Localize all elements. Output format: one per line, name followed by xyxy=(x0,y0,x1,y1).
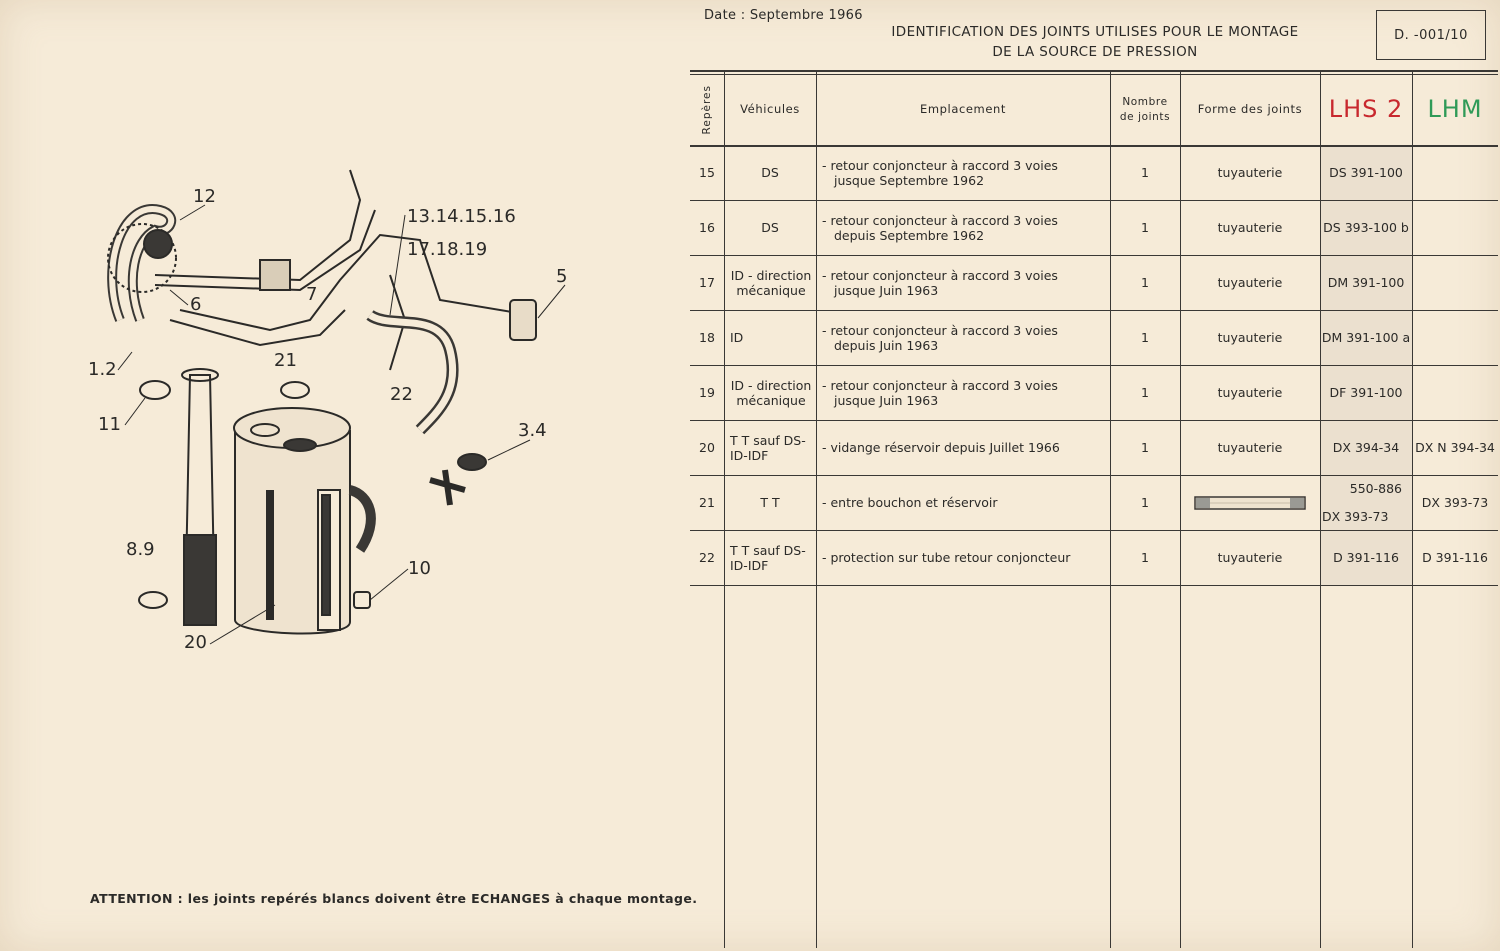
row-emplacement: - retour conjoncteur à raccord 3 voies depuis Septembre 1962 xyxy=(822,212,1058,243)
row-nombre: 1 xyxy=(1141,385,1149,400)
ring-8-9 xyxy=(139,592,167,608)
col-nombre-header: Nombre de joints xyxy=(1119,95,1171,123)
row-forme: tuyauterie xyxy=(1217,275,1283,290)
col-reperes-header: Repères xyxy=(700,84,713,135)
callout-5: 5 xyxy=(556,266,568,287)
row-nombre: 1 xyxy=(1141,275,1149,290)
row-repere: 19 xyxy=(699,385,715,400)
callout-11: 11 xyxy=(98,414,121,435)
row-lhm xyxy=(1412,310,1498,365)
col-vehicules-header: Véhicules xyxy=(740,102,800,116)
row-lhs2: DX 394-34 xyxy=(1332,440,1400,455)
callout-12: 12 xyxy=(193,186,216,207)
attention-note: ATTENTION : les joints repérés blancs doivent être ECHANGES à chaque montage. xyxy=(90,891,698,906)
callout-3-4: 3.4 xyxy=(518,420,547,441)
col-lhs2-header: LHS 2 xyxy=(1328,95,1404,123)
row-forme: tuyauterie xyxy=(1217,220,1283,235)
row-lhs2: D 391-116 xyxy=(1333,550,1399,565)
row-vehicule: T T xyxy=(760,495,780,510)
document-title xyxy=(860,22,1330,62)
callout-7: 7 xyxy=(306,284,318,305)
row-lhm xyxy=(1412,255,1498,310)
row-forme: tuyauterie xyxy=(1217,330,1283,345)
row-repere: 16 xyxy=(699,220,715,235)
row-forme: tuyauterie xyxy=(1217,165,1283,180)
row-lhm: D 391-116 xyxy=(1422,550,1488,565)
ring-11 xyxy=(140,381,170,399)
row-repere: 15 xyxy=(699,165,715,180)
row-vehicule: ID - direction mécanique xyxy=(730,377,812,408)
accumulator xyxy=(510,300,536,340)
row-emplacement: - retour conjoncteur à raccord 3 voies depuis Juin 1963 xyxy=(822,322,1058,353)
row-vehicule: ID - direction mécanique xyxy=(730,267,812,298)
row-forme: tuyauterie xyxy=(1217,440,1283,455)
ring-21 xyxy=(281,382,309,398)
row-forme xyxy=(1180,475,1320,530)
row-lhs2: DM 391-100 xyxy=(1327,275,1405,290)
row-lhs2: DS 391-100 xyxy=(1329,165,1403,180)
row-repere: 21 xyxy=(699,495,715,510)
joint-seal-icon xyxy=(1194,495,1306,511)
row-forme: tuyauterie xyxy=(1217,550,1283,565)
callout-6: 6 xyxy=(190,294,202,315)
callout-17-19: 17.18.19 xyxy=(407,239,488,260)
row-vehicule: DS xyxy=(761,165,779,180)
title-line-1: IDENTIFICATION DES JOINTS UTILISES POUR LE MONTAGE xyxy=(891,24,1299,40)
callout-21: 21 xyxy=(274,350,297,371)
row-emplacement: - retour conjoncteur à raccord 3 voies jusque Juin 1963 xyxy=(822,377,1058,408)
callout-13-16: 13.14.15.16 xyxy=(407,206,516,227)
callout-1-2: 1.2 xyxy=(88,359,117,380)
row-lhm xyxy=(1412,200,1498,255)
row-nombre: 1 xyxy=(1141,550,1149,565)
row-repere: 20 xyxy=(699,440,715,455)
row-emplacement: - protection sur tube retour conjoncteur xyxy=(822,550,1071,565)
row-nombre: 1 xyxy=(1141,495,1149,510)
pressure-source-diagram xyxy=(60,160,620,660)
col-emplacement-header: Emplacement xyxy=(919,102,1007,116)
filter-mesh xyxy=(184,535,216,625)
row-nombre: 1 xyxy=(1141,330,1149,345)
row-vehicule: ID xyxy=(730,330,744,345)
row-nombre: 1 xyxy=(1141,440,1149,455)
row-vehicule: T T sauf DS-ID-IDF xyxy=(730,432,806,463)
row-lhs2: DS 393-100 b xyxy=(1323,220,1409,235)
row-nombre: 1 xyxy=(1141,165,1149,180)
row-lhs2: DF 391-100 xyxy=(1329,385,1403,400)
callout-8-9: 8.9 xyxy=(126,539,155,560)
callout-10: 10 xyxy=(408,558,431,579)
row-repere: 18 xyxy=(699,330,715,345)
row-lhm xyxy=(1412,365,1498,420)
row-repere: 17 xyxy=(699,275,715,290)
row-lhm: DX 393-73 xyxy=(1421,495,1489,510)
document-reference: D. -001/10 xyxy=(1376,10,1486,60)
hose-loop xyxy=(112,209,171,320)
row-repere: 22 xyxy=(699,550,715,565)
document-date: Date : Septembre 1966 xyxy=(704,8,863,23)
row-lhs2: 550-886 DX 393-73 xyxy=(1322,481,1402,524)
row-emplacement: - retour conjoncteur à raccord 3 voies jusque Juin 1963 xyxy=(822,267,1058,298)
joints-table xyxy=(690,70,1498,948)
row-emplacement: - retour conjoncteur à raccord 3 voies jusque Septembre 1962 xyxy=(822,157,1058,188)
row-lhs2: DM 391-100 a xyxy=(1321,330,1411,345)
row-vehicule: T T sauf DS-ID-IDF xyxy=(730,542,806,573)
row-emplacement: - entre bouchon et réservoir xyxy=(822,495,998,510)
row-vehicule: DS xyxy=(761,220,779,235)
row-lhm xyxy=(1412,145,1498,200)
col-forme-header: Forme des joints xyxy=(1197,102,1303,116)
row-nombre: 1 xyxy=(1141,220,1149,235)
col-lhm-header: LHM xyxy=(1427,95,1483,123)
row-emplacement: - vidange réservoir depuis Juillet 1966 xyxy=(822,440,1060,455)
callout-20: 20 xyxy=(184,632,207,653)
row-forme: tuyauterie xyxy=(1217,385,1283,400)
callout-22: 22 xyxy=(390,384,413,405)
title-line-2: DE LA SOURCE DE PRESSION xyxy=(992,44,1198,60)
row-lhm: DX N 394-34 xyxy=(1415,440,1495,455)
